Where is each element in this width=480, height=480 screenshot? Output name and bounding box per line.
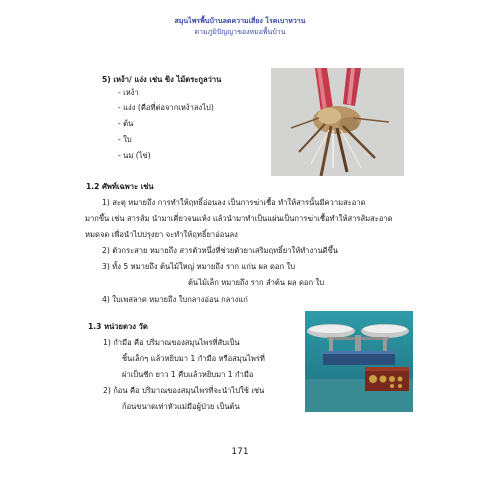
term-1-line-3: หมดจด เพื่อนำไปปรุงยา จะทำให้ฤทธิ์ยาอ่อนลง	[85, 230, 238, 239]
term-3-line-2: ต้นไม้เล็ก หมายถึง ราก ลำต้น ผล ดอก ใบ	[188, 278, 325, 287]
page-number: 171	[231, 447, 249, 457]
unit-1-line-3: ผ่าเป็นซีก ยาว 1 คืบแล้วหยิบมา 1 กำมือ	[122, 370, 254, 379]
section-1-3-title: 1.3 หน่วยตวง วัด	[88, 322, 148, 331]
term-3-line-1: 3) ทั้ง 5 หมายถึง ต้นไม้ใหญ่ หมายถึง ราก แก่น ผล ดอก ใบ	[102, 262, 296, 271]
rhizome-photo	[271, 68, 404, 176]
item5-bullet-2: - แง่ง (คือที่ต่อจากเหง้าลงไป)	[118, 103, 214, 112]
page-header	[0, 16, 480, 38]
item5-bullet-5: - นม (ไข่)	[118, 151, 151, 160]
term-4: 4) ใบเพสลาด หมายถึง ใบกลางอ่อน กลางแก่	[102, 295, 248, 304]
header-subtitle: ตามภูมิปัญญาของหมอพื้นบ้าน	[194, 28, 286, 36]
term-1-line-2: มากขึ้น เช่น สารส้ม นำมาเคี่ยวจนแห้ง แล้วนำมาทำเป็นแผ่นเป็นการฆ่าเชื้อทำให้สารส้มสะอาด	[85, 214, 393, 223]
unit-2-line-2: ก้อนขนาดเท่าหัวแม่มือผู้ป่วย เป็นต้น	[122, 402, 240, 411]
unit-1-line-1: 1) กำมือ คือ ปริมาณของสมุนไพรที่สับเป็น	[103, 338, 240, 347]
section-1-2-title: 1.2 ศัพท์เฉพาะ เช่น	[86, 182, 154, 191]
item5-bullet-4: - ใบ	[118, 135, 132, 144]
unit-1-line-2: ชิ้นเล็กๆ แล้วหยิบมา 1 กำมือ หรือสมุนไพรที่	[122, 354, 265, 363]
term-2: 2) ตัวกระสาย หมายถึง สารตัวหนึ่งที่ช่วยตัวยาเสริมฤทธิ์ยาให้ทำงานดีขึ้น	[102, 246, 338, 255]
unit-2-line-1: 2) ก้อน คือ ปริมาณของสมุนไพรที่จะนำไปใช้ เช่น	[103, 386, 265, 395]
item5-bullet-1: - เหง้า	[118, 88, 139, 97]
header-title: สมุนไพรพื้นบ้านลดความเสี่ยง โรคเบาหวาน	[174, 17, 306, 25]
item5-bullet-3: - ต้น	[118, 119, 134, 128]
term-1-line-1: 1) สะตุ หมายถึง การทำให้ฤทธิ์อ่อนลง เป็นการฆ่าเชื้อ ทำให้สารนั้นมีความสะอาด	[102, 198, 366, 207]
item5-heading: 5) เหง้า/ แง่ง เช่น ขิง ไม้ตระกูลว่าน	[102, 75, 222, 84]
scale-photo	[305, 311, 413, 412]
